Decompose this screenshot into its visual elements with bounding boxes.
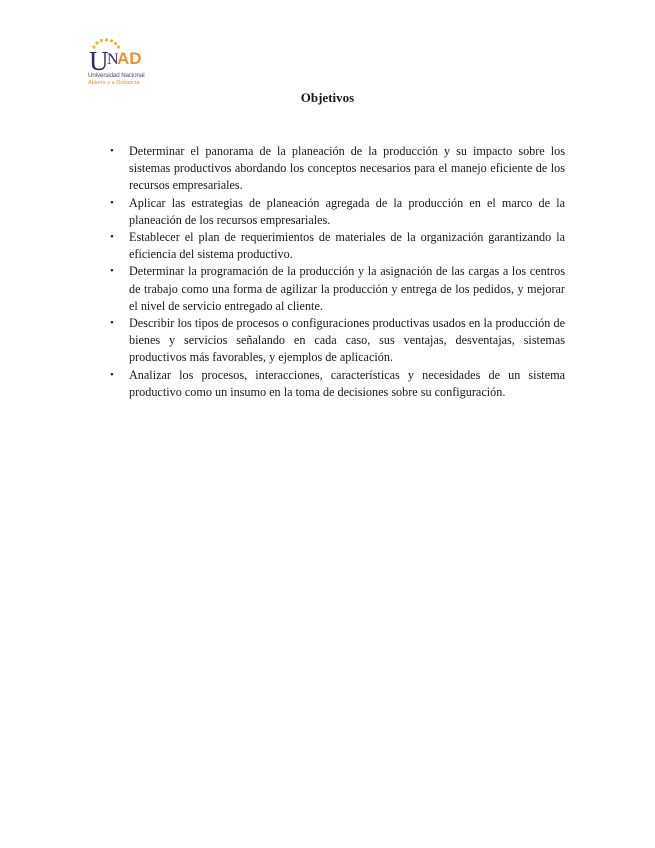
bullet-icon: • bbox=[110, 317, 114, 330]
objective-item bbox=[110, 315, 565, 367]
unad-logo bbox=[88, 38, 160, 90]
unad-logo-mark bbox=[88, 38, 160, 74]
objective-text: Analizar los procesos, interacciones, características y necesidades de un sistema productivo como un insumo en la toma de decisiones sobre su configuración. bbox=[129, 367, 565, 399]
objective-item bbox=[110, 263, 565, 315]
logo-letters-ad: AD bbox=[117, 49, 142, 68]
objective-text: Establecer el plan de requerimientos de materiales de la organización garantizando la eficiencia del sistema productivo. bbox=[129, 230, 565, 262]
bullet-icon: • bbox=[110, 368, 114, 381]
objective-text: Aplicar las estrategias de planeación agregada de la producción en el marco de la planeación de los recursos empresariales. bbox=[129, 195, 565, 227]
objective-item bbox=[110, 143, 565, 195]
objective-item bbox=[110, 229, 565, 263]
objective-text: Describir los tipos de procesos o configuraciones productivas usados en la producción de bienes y servicios señalando en cada caso, sus ventajas, desventajas, sistemas productivos más favorables, y ejemplos de aplicación. bbox=[129, 316, 565, 365]
logo-letter-n: N bbox=[107, 51, 119, 68]
bullet-icon: • bbox=[110, 231, 114, 244]
objective-item bbox=[110, 367, 565, 401]
page-title: Objetivos bbox=[300, 90, 355, 105]
objective-item bbox=[110, 195, 565, 229]
logo-letter-u: U bbox=[89, 46, 109, 74]
bullet-icon: • bbox=[110, 145, 114, 157]
logo-university-subtitle: Abierta y a Distancia bbox=[88, 80, 140, 86]
objective-text: Determinar la programación de la producción y la asignación de las cargas a los centros de trabajo como una forma de agilizar la producción y entrega de los pedidos, y mejorar el nivel de servicio entregado al cliente. bbox=[129, 264, 565, 313]
logo-university-name: Universidad Nacional bbox=[88, 72, 145, 79]
objective-text: Determinar el panorama de la planeación de la producción y su impacto sobre los sistemas productivos abordando los conceptos necesarios para el manejo eficiente de los recursos empresariales. bbox=[129, 144, 565, 193]
bullet-icon: • bbox=[110, 265, 114, 278]
objectives-list bbox=[110, 143, 565, 401]
bullet-icon: • bbox=[110, 196, 114, 209]
